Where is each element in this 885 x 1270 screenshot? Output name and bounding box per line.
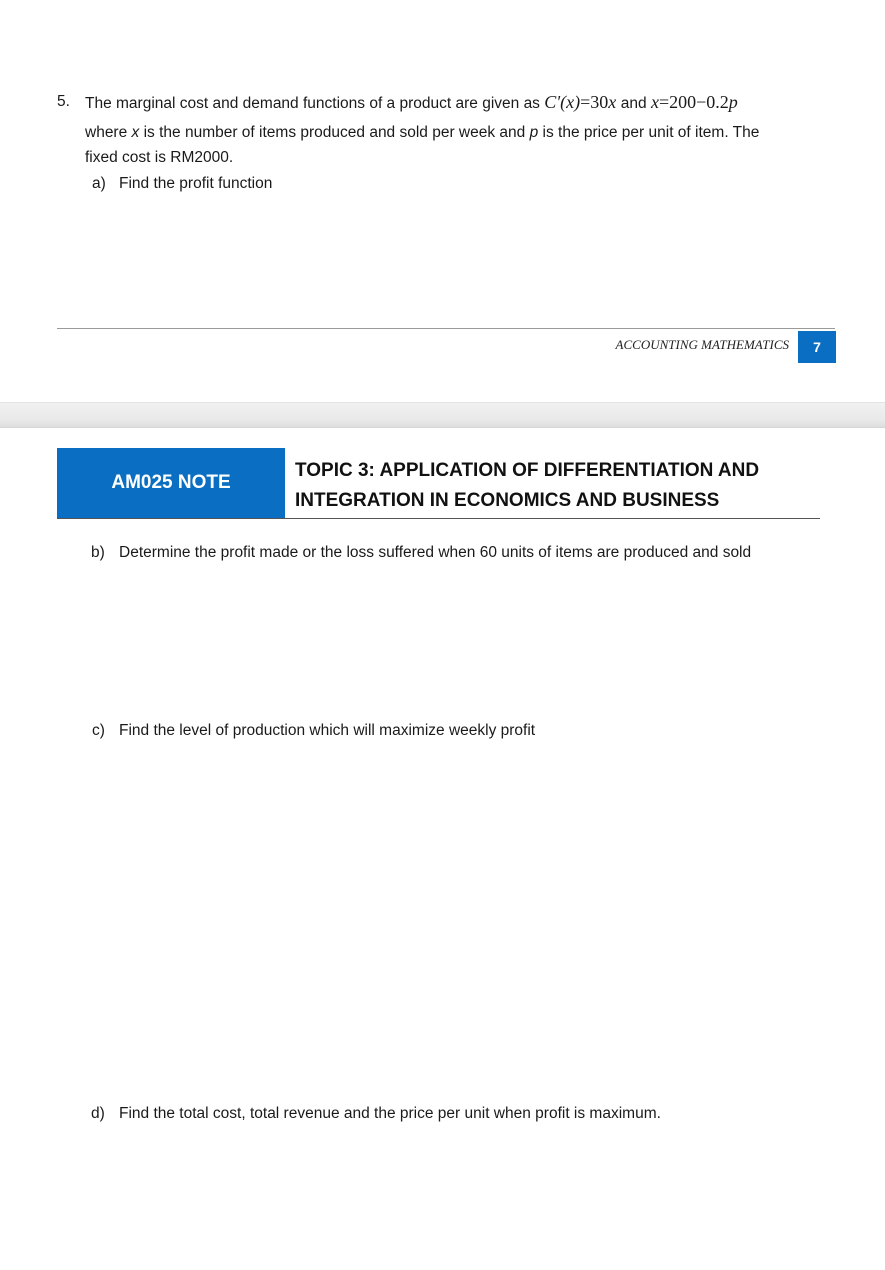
page-number-badge: 7 [798,331,836,363]
question-number: 5. [57,93,70,110]
part-a-label: a) [92,175,106,192]
part-b-text: Determine the profit made or the loss suffered when 60 units of items are produced and sold [119,544,752,561]
part-c-text: Find the level of production which will maximize weekly profit [119,722,536,739]
header-divider [57,518,820,519]
footer-divider [57,328,835,329]
part-a-text: Find the profit function [119,175,273,192]
note-badge: AM025 NOTE [57,448,285,518]
footer-course-label: ACCOUNTING MATHEMATICS [615,337,789,352]
variable-p: p [529,124,539,141]
part-b-label: b) [91,544,105,561]
demand-formula: x=200−0.2p [650,92,738,112]
topic-title [295,456,759,516]
part-d-text: Find the total cost, total revenue and the price per unit when profit is maximum. [119,1105,661,1122]
variable-x: x [131,124,140,141]
topic-title-line-2: INTEGRATION IN ECONOMICS AND BUSINESS [295,490,720,511]
and-word: and [620,95,647,112]
topic-title-line-1: TOPIC 3: APPLICATION OF DIFFERENTIATION AND [295,460,760,481]
question-line-2: where x is the number of items produced and sold per week and p is the price per unit of item. The [85,124,760,141]
part-c-label: c) [92,722,105,739]
question-line-1-text: The marginal cost and demand functions of a product are given as [85,95,540,112]
part-d-label: d) [91,1105,105,1122]
question-line-1 [85,92,738,114]
page-separator [0,402,885,428]
marginal-cost-formula: C'(x)=30x [544,92,617,112]
question-line-3: fixed cost is RM2000. [85,149,234,166]
